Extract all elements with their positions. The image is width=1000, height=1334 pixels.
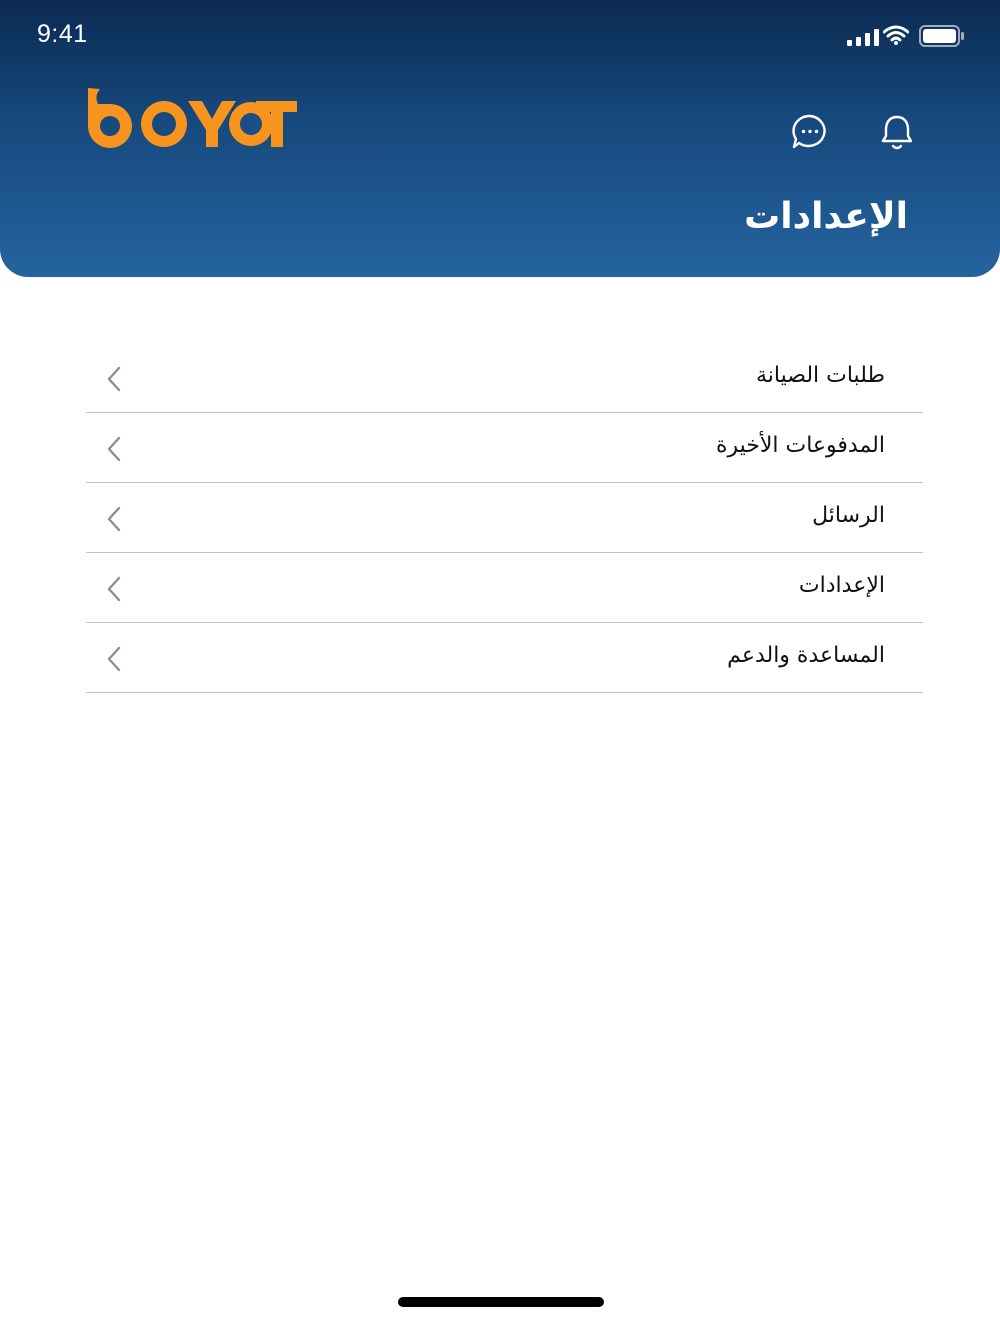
cellular-signal-icon: [847, 28, 879, 46]
menu-item-label: المدفوعات الأخيرة: [715, 433, 885, 458]
menu-item-recent-payments[interactable]: [86, 413, 923, 483]
menu-item-label: المساعدة والدعم: [727, 643, 885, 668]
page-title: الإعدادات: [744, 196, 908, 237]
menu-item-help-support[interactable]: [86, 623, 923, 693]
menu-item-label: الرسائل: [812, 503, 885, 528]
chevron-left-icon: [106, 646, 122, 672]
menu-item-messages[interactable]: [86, 483, 923, 553]
home-indicator[interactable]: [398, 1297, 604, 1307]
menu-item-label: طلبات الصيانة: [756, 363, 885, 388]
bell-icon[interactable]: [877, 112, 917, 154]
header: [0, 0, 1000, 277]
chevron-left-icon: [106, 366, 122, 392]
chevron-left-icon: [106, 506, 122, 532]
menu-item-settings[interactable]: [86, 553, 923, 623]
menu-item-maintenance-requests[interactable]: [86, 343, 923, 413]
status-time: 9:41: [37, 20, 88, 48]
chat-bubble-icon[interactable]: [790, 112, 830, 154]
settings-menu: [86, 343, 923, 693]
battery-icon: [919, 25, 965, 47]
boyot-logo: [84, 86, 298, 150]
menu-item-label: الإعدادات: [798, 573, 885, 598]
chevron-left-icon: [106, 576, 122, 602]
chevron-left-icon: [106, 436, 122, 462]
wifi-icon: [883, 25, 909, 45]
